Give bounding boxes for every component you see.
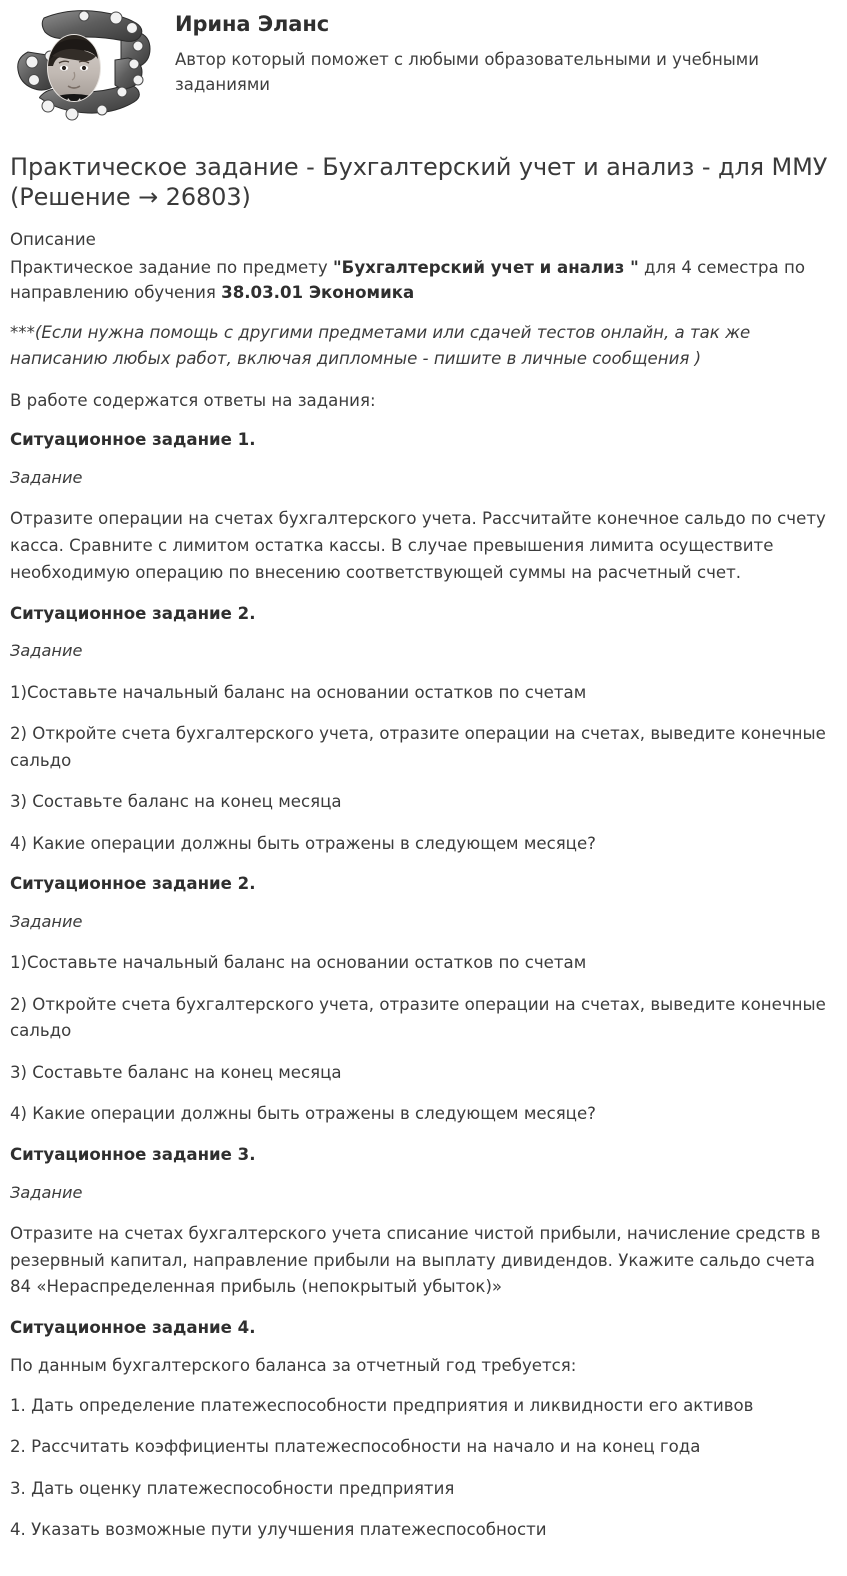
author-portrait-avatar-icon xyxy=(10,6,155,124)
task-section xyxy=(10,871,837,1128)
task-body: Отразите операции на счетах бухгалтерского учета. Рассчитайте конечное сальдо по счету касса. Сравните с лимитом остатка кассы. В случае превышения лимита осуществите необходимую операцию по внесению соответствующей суммы на расчетный счет. xyxy=(10,509,826,582)
description-middle: для 4 семестра по направлению обучения xyxy=(10,257,805,303)
document-content xyxy=(0,130,847,1558)
list-item: 1)Составьте начальный баланс на основании остатков по счетам xyxy=(10,953,587,973)
task-subtitle: Задание xyxy=(10,1182,83,1202)
author-meta xyxy=(155,6,837,97)
task-section xyxy=(10,1142,837,1301)
task-subtitle: Задание xyxy=(10,911,83,931)
page-title: Практическое задание - Бухгалтерский учет и анализ - для ММУ (Решение → 26803) xyxy=(10,153,828,212)
author-name: Ирина Эланс xyxy=(175,12,330,36)
task-heading: Ситуационное задание 2. xyxy=(10,874,256,894)
author-tagline: Автор который поможет с любыми образовательными и учебными заданиями xyxy=(175,50,759,95)
contains-answers-label: В работе содержатся ответы на задания: xyxy=(10,390,376,410)
list-item: 4) Какие операции должны быть отражены в следующем месяце? xyxy=(10,1104,596,1124)
list-item: 3) Составьте баланс на конец месяца xyxy=(10,1062,342,1082)
description-prefix: Практическое задание по предмету xyxy=(10,257,334,277)
list-item: 4) Какие операции должны быть отражены в следующем месяце? xyxy=(10,833,596,853)
description-subject: "Бухгалтерский учет и анализ " xyxy=(333,257,639,277)
list-item: 2. Рассчитать коэффициенты платежеспособности на начало и на конец года xyxy=(10,1437,701,1457)
task-section xyxy=(10,427,837,586)
task-heading: Ситуационное задание 1. xyxy=(10,430,256,450)
list-item: 2) Откройте счета бухгалтерского учета, отразите операции на счетах, выведите конечные сальдо xyxy=(10,724,826,770)
task-subtitle: Задание xyxy=(10,641,83,661)
task-section xyxy=(10,601,837,858)
task-heading: Ситуационное задание 3. xyxy=(10,1144,256,1164)
list-item: 3) Составьте баланс на конец месяца xyxy=(10,792,342,812)
task-subtitle: Задание xyxy=(10,467,83,487)
description-program: 38.03.01 Экономика xyxy=(221,283,415,303)
description-paragraph xyxy=(10,255,837,306)
task-heading: Ситуационное задание 4. xyxy=(10,1318,256,1338)
description-label: Описание xyxy=(10,229,96,249)
task-section xyxy=(10,1315,837,1544)
list-item: 1)Составьте начальный баланс на основании остатков по счетам xyxy=(10,682,587,702)
list-item: 1. Дать определение платежеспособности предприятия и ликвидности его активов xyxy=(10,1395,754,1415)
list-item: 2) Откройте счета бухгалтерского учета, отразите операции на счетах, выведите конечные сальдо xyxy=(10,994,826,1041)
task-body: По данным бухгалтерского баланса за отчетный год требуется: xyxy=(10,1356,577,1375)
list-item: 4. Указать возможные пути улучшения платежеспособности xyxy=(10,1520,547,1540)
task-body: Отразите на счетах бухгалтерского учета списание чистой прибыли, начисление средств в резервный капитал, направление прибыли на выплату дивидендов. Укажите сальдо счета 84 «Нераспределенная прибыль (непокрытый убыток)» xyxy=(10,1223,821,1297)
avatar xyxy=(10,6,155,124)
list-item: 3. Дать оценку платежеспособности предприятия xyxy=(10,1478,455,1498)
task-heading: Ситуационное задание 2. xyxy=(10,603,256,623)
contact-note: ***(Если нужна помощь с другими предметами или сдачей тестов онлайн, а так же написанию любых работ, включая дипломные - пишите в личные сообщения ) xyxy=(10,323,751,368)
author-header xyxy=(0,0,847,130)
